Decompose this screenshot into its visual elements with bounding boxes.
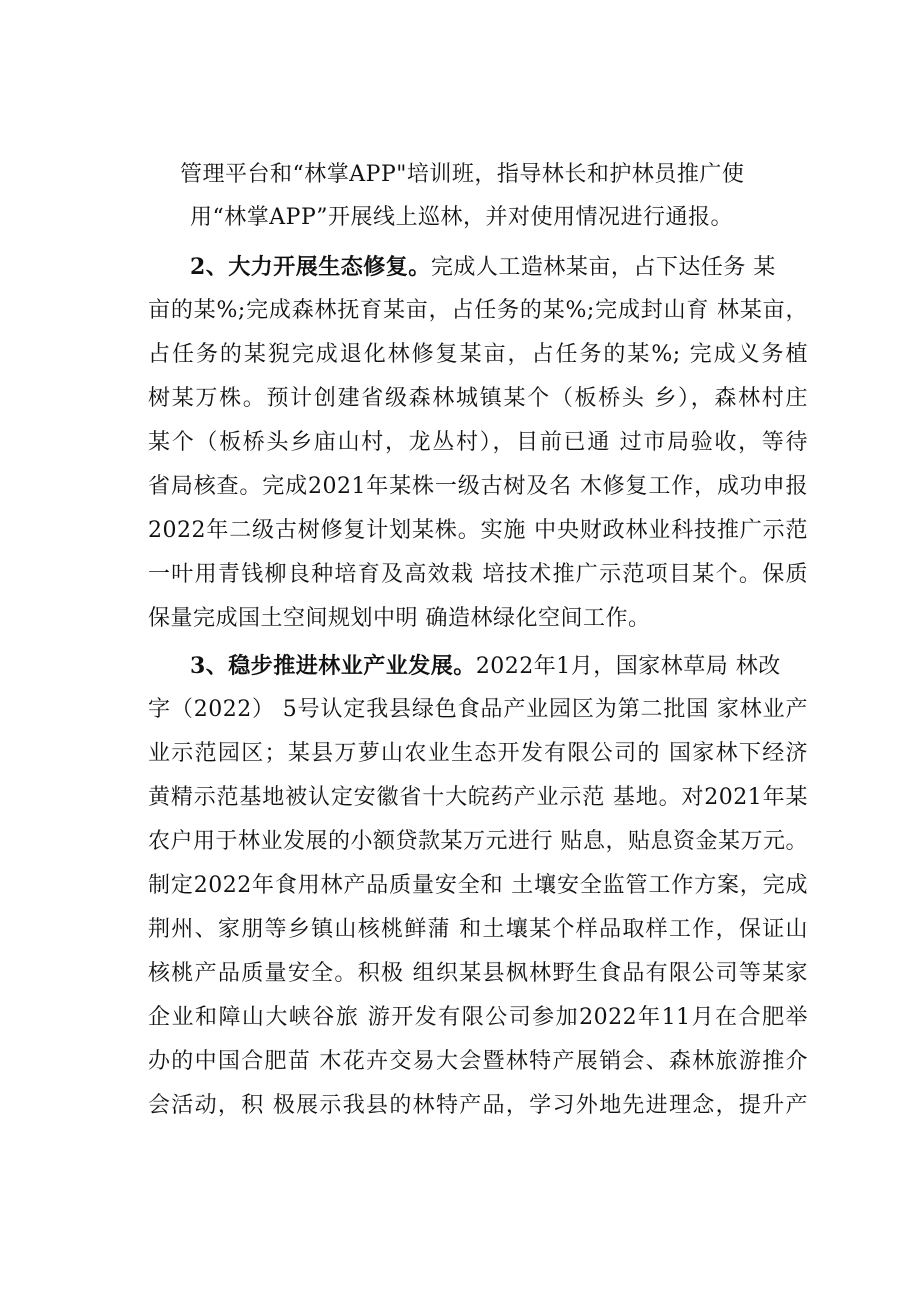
text-line-7: 某个（板桥头乡庙山村，龙丛村），目前已通 过市局验收，等待 [148, 430, 808, 455]
text-line-9: 2022年二级古树修复计划某株。实施 中央财政林业科技推广示范 [148, 518, 808, 543]
paragraph-2-heading: 2、大力开展生态修复。 [190, 254, 431, 280]
paragraph-2-first-line [190, 253, 808, 281]
text-line-14: 业示范园区；某县万萝山农业生态开发有限公司的 国家林下经济 [148, 741, 808, 766]
text-line-20: 企业和障山大峡谷旅 游开发有限公司参加2022年11月在合肥举 [148, 1005, 808, 1030]
text-line-6: 树某万株。预计创建省级森林城镇某个（板桥头 乡），森林村庄 [148, 386, 808, 411]
text-line-5: 占任务的某猊完成退化林修复某亩，占任务的某%; 完成义务植 [148, 342, 808, 367]
text-line-18: 荆州、家朋等乡镇山核桃鲜蒲 和土壤某个样品取样工作，保证山 [148, 917, 808, 942]
text-line-2: 用“林掌APP”开展线上巡林，并对使用情况进行通报。 [190, 205, 733, 230]
text-line-22: 会活动，积 极展示我县的林特产品，学习外地先进理念，提升产 [148, 1093, 808, 1118]
text-line-13: 字（2022） 5号认定我县绿色食品产业园区为第二批国 家林业产 [148, 697, 808, 722]
text-line-10: 一叶用青钱柳良种培育及高效栽 培技术推广示范项目某个。保质 [148, 562, 808, 587]
paragraph-3-first-line [190, 652, 808, 680]
text-line-17: 制定2022年食用林产品质量安全和 土壤安全监管工作方案，完成 [148, 873, 808, 898]
text-line-1: 管理平台和“林掌APP"培训班，指导林长和护林员推广使 [180, 162, 745, 187]
text-line-21: 办的中国合肥苗 木花卉交易大会暨林特产展销会、森林旅游推介 [148, 1049, 808, 1074]
paragraph-2-lead: 完成人工造林某亩，占下达任务 某 [430, 255, 776, 280]
text-line-4: 亩的某%;完成森林抚育某亩，占任务的某%;完成封山育 林某亩， [148, 298, 808, 323]
paragraph-3-lead: 2022年1月，国家林草局 林改 [475, 654, 781, 679]
text-line-16: 农户用于林业发展的小额贷款某万元进行 贴息，贴息资金某万元。 [148, 829, 808, 854]
text-line-11: 保量完成国土空间规划中明 确造林绿化空间工作。 [148, 606, 651, 631]
text-line-19: 核桃产品质量安全。积极 组织某县枫林野生食品有限公司等某家 [148, 961, 808, 986]
text-line-15: 黄精示范基地被认定安徽省十大皖药产业示范 基地。对2021年某 [148, 785, 808, 810]
text-line-8: 省局核查。完成2021年某株一级古树及名 木修复工作，成功申报 [148, 474, 808, 499]
paragraph-3-heading: 3、稳步推进林业产业发展。 [190, 653, 476, 679]
